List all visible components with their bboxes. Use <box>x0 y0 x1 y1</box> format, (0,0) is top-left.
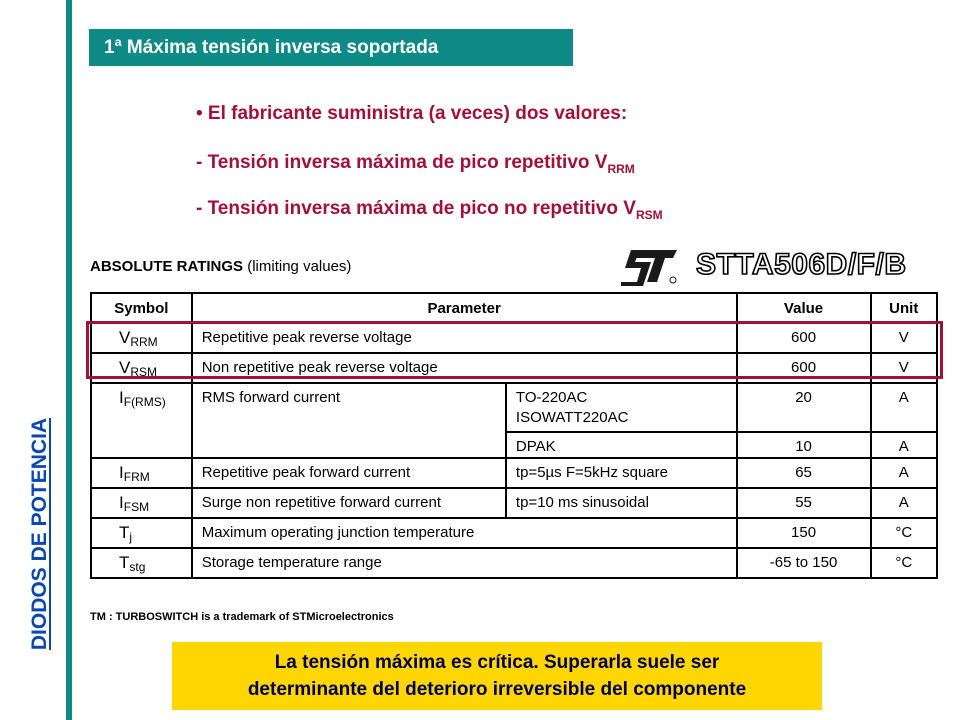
parameter-cell: Storage temperature range <box>192 548 737 578</box>
symbol-letter: I <box>119 463 124 482</box>
value-cell: 150 <box>737 518 871 548</box>
parameter-cell: Maximum operating junction temperature <box>192 518 737 548</box>
bullet-vrrm-sub: RRM <box>607 162 635 176</box>
bullet-vrsm <box>196 196 663 222</box>
symbol-cell <box>91 383 192 432</box>
table-header-row <box>91 293 937 323</box>
header-symbol: Symbol <box>91 293 192 323</box>
table-row <box>91 518 937 548</box>
value-cell: 600 <box>737 353 871 383</box>
bullet-vrsm-sub: RSM <box>635 208 663 222</box>
conclusion-box <box>172 642 822 710</box>
symbol-letter: I <box>119 493 124 512</box>
table-row <box>91 383 937 432</box>
symbol-cell <box>91 488 192 518</box>
ratings-heading <box>90 258 351 275</box>
unit-cell: V <box>871 353 938 383</box>
symbol-letter: T <box>119 523 130 542</box>
unit-cell: A <box>871 458 938 488</box>
bullet-vrrm <box>196 150 635 176</box>
header-value: Value <box>737 293 871 323</box>
symbol-cell-empty <box>91 432 192 458</box>
trademark-note: TM : TURBOSWITCH is a trademark of STMicroelectronics <box>90 611 394 623</box>
highlight-box <box>86 321 943 379</box>
symbol-letter: I <box>119 388 124 407</box>
condition-cell: tp=10 ms sinusoidal <box>506 488 737 518</box>
symbol-subscript: FSM <box>123 500 150 514</box>
value-cell: 20 <box>737 383 871 432</box>
header-parameter: Parameter <box>192 293 737 323</box>
value-cell: -65 to 150 <box>737 548 871 578</box>
value-cell: 55 <box>737 488 871 518</box>
symbol-cell <box>91 518 192 548</box>
bullet-vrsm-text: - Tensión inversa máxima de pico no repetitivo V <box>196 198 636 219</box>
symbol-subscript: RSM <box>130 365 158 379</box>
parameter-cell-empty <box>192 432 506 458</box>
condition-line: TO-220AC <box>515 389 588 406</box>
parameter-cell: Repetitive peak forward current <box>192 458 506 488</box>
table-row <box>91 432 937 458</box>
symbol-cell <box>91 548 192 578</box>
part-number: STTA506D/F/B <box>696 248 907 281</box>
conclusion-line: La tensión máxima es crítica. Superarla suele ser <box>274 652 720 673</box>
unit-cell: A <box>871 383 938 432</box>
condition-cell: DPAK <box>506 432 737 458</box>
value-cell: 600 <box>737 323 871 353</box>
unit-cell: A <box>871 432 938 458</box>
parameter-cell: Repetitive peak reverse voltage <box>192 323 737 353</box>
table-row <box>91 458 937 488</box>
symbol-letter: T <box>119 553 130 572</box>
unit-cell: °C <box>871 548 938 578</box>
side-label-text: DIODOS DE POTENCIA <box>28 417 51 651</box>
section-title: 1ª Máxima tensión inversa soportada <box>89 29 573 66</box>
condition-cell: tp=5µs F=5kHz square <box>506 458 737 488</box>
header-unit: Unit <box>871 293 938 323</box>
symbol-letter: V <box>119 358 131 377</box>
symbol-subscript: RRM <box>130 335 158 349</box>
st-logo-icon <box>621 246 679 286</box>
ratings-heading-rest: (limiting values) <box>243 258 352 275</box>
symbol-cell <box>91 458 192 488</box>
bullet-intro: • El fabricante suministra (a veces) dos valores: <box>196 103 628 124</box>
unit-cell: A <box>871 488 938 518</box>
symbol-subscript: j <box>129 530 133 544</box>
condition-cell <box>506 383 737 432</box>
symbol-subscript: stg <box>129 560 146 574</box>
unit-cell: °C <box>871 518 938 548</box>
parameter-cell: RMS forward current <box>192 383 506 432</box>
value-cell: 65 <box>737 458 871 488</box>
table-row <box>91 488 937 518</box>
symbol-letter: V <box>119 328 131 347</box>
conclusion-line: determinante del deterioro irreversible del componente <box>247 679 747 700</box>
symbol-subscript: FRM <box>123 470 150 484</box>
symbol-subscript: F(RMS) <box>123 395 166 409</box>
parameter-cell: Non repetitive peak reverse voltage <box>192 353 737 383</box>
ratings-heading-bold: ABSOLUTE RATINGS <box>90 258 244 275</box>
table-row <box>91 548 937 578</box>
bullet-vrrm-text: - Tensión inversa máxima de pico repetitivo V <box>196 152 608 173</box>
parameter-cell: Surge non repetitive forward current <box>192 488 506 518</box>
unit-cell: V <box>871 323 938 353</box>
side-accent-bar <box>66 0 72 720</box>
condition-line: ISOWATT220AC <box>515 409 629 426</box>
value-cell: 10 <box>737 432 871 458</box>
side-label <box>27 384 53 684</box>
